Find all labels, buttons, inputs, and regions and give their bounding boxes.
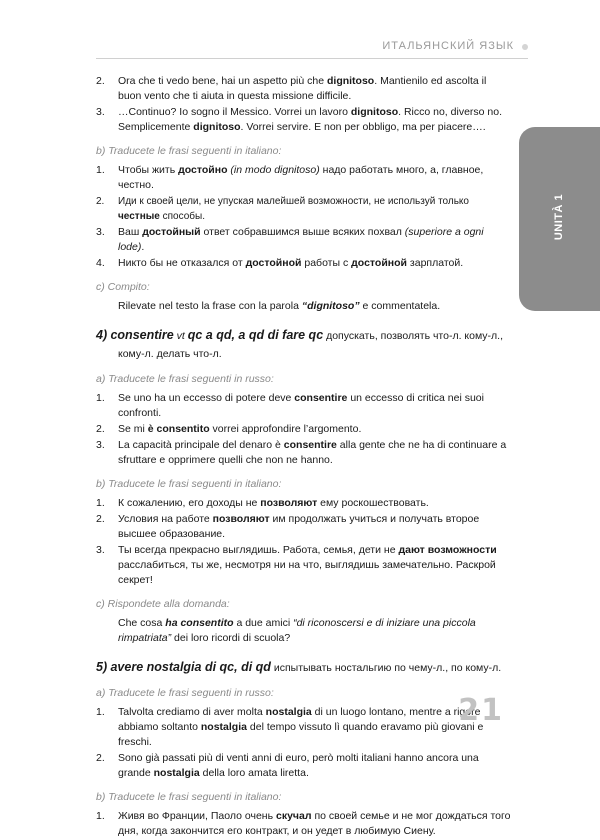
exercise-label: c) Rispondete alla domanda: (96, 598, 230, 610)
list-item: 3. Ты всегда прекрасно выглядишь. Работа, семья, дети не дают возможности расслабиться, ты же, несмотря ни на что, выглядишь замечательно. Раскрой секрет! (96, 544, 497, 586)
list-item: 2. Sono già passati più di venti anni di euro, però molti italiani hanno ancora una grande nostalgia della loro amata liretta. (96, 752, 479, 779)
header-rule (96, 58, 528, 59)
list-item: 1. Чтобы жить достойно (in modo dignitoso) надо работать много, а, главное, честно. (96, 164, 484, 191)
list-item: 1. Se uno ha un eccesso di potere deve consentire un eccesso di critica nei suoi confronti. (96, 392, 484, 419)
section-heading-nostalgia: 5) avere nostalgia di qc, di qd испытывать ностальгию по чему-л., по кому-л. (96, 660, 502, 674)
exercise-label: a) Traducete le frasi seguenti in russo: (96, 687, 274, 699)
list-item: 3. Ваш достойный ответ собравшимся выше всяких похвал (superiore a ogni lode). (96, 226, 484, 253)
list-item: 1. К сожалению, его доходы не позволяют ему роскошествовать. (96, 497, 429, 509)
list-item: 4. Никто бы не отказался от достойной работы с достойной зарплатой. (96, 257, 464, 269)
exercise-label: b) Traducete le frasi seguenti in italiano: (96, 145, 282, 157)
exercise-label: b) Traducete le frasi seguenti in italiano: (96, 791, 282, 803)
list-item: 1. Talvolta crediamo di aver molta nostalgia di un luogo lontano, mentre a rigore abbiamo soltanto nostalgia del tempo vissuto lì quando eravamo più giovani e freschi. (96, 706, 484, 748)
section-heading-consentire: 4) consentire vt qc a qd, a qd di fare qc допускать, позволять что-л. кому-л., кому-л. делать что-л. (96, 328, 504, 360)
list-item: 2. Условия на работе позволяют им продолжать учиться и получать второе высшее образование. (96, 513, 480, 540)
list-item: 3. La capacità principale del denaro è consentire alla gente che ne ha di continuare a sfruttare e opprimere quelli che non ne hanno. (96, 439, 507, 466)
unit-tab (519, 127, 600, 311)
header-dot-ornament (522, 44, 528, 50)
exercise-label: c) Compito: (96, 281, 150, 293)
list-item: 2. Se mi è consentito vorrei approfondire l’argomento. (96, 423, 362, 435)
exercise-label: a) Traducete le frasi seguenti in russo: (96, 373, 274, 385)
exercise-text: Che cosa ha consentito a due amici “di riconoscersi e di iniziare una piccola rimpatriata” dei loro ricordi di scuola? (118, 617, 476, 644)
page-content (96, 74, 511, 840)
list-item: 3. …Continuo? Io sogno il Messico. Vorrei un lavoro dignitoso. Ricco no, diverso no. Semplicemente dignitoso. Vorrei servire. E non per obbligo, ma per piacere…. (96, 106, 503, 133)
list-item: 2. Иди к своей цели, не упуская малейшей возможности, не используй только честные способы. (96, 196, 469, 222)
unit-tab-label: UNITÀ 1 (553, 193, 565, 241)
exercise-label: b) Traducete le frasi seguenti in italiano: (96, 478, 282, 490)
page-number: 21 (458, 693, 504, 728)
list-item: 1. Живя во Франции, Паоло очень скучал по своей семье и не мог дождаться того дня, когда закончится его контракт, и он уедет в любимую Сиену. (96, 810, 511, 837)
list-item: 2. Ora che ti vedo bene, hai un aspetto più che dignitoso. Mantienilo ed ascolta il buon vento che ti aiuta in questa missione difficile. (96, 75, 487, 102)
running-header: ИТАЛЬЯНСКИЙ ЯЗЫК (382, 40, 514, 52)
exercise-text: Rilevate nel testo la frase con la parola “dignitoso” e commentatela. (118, 300, 441, 312)
